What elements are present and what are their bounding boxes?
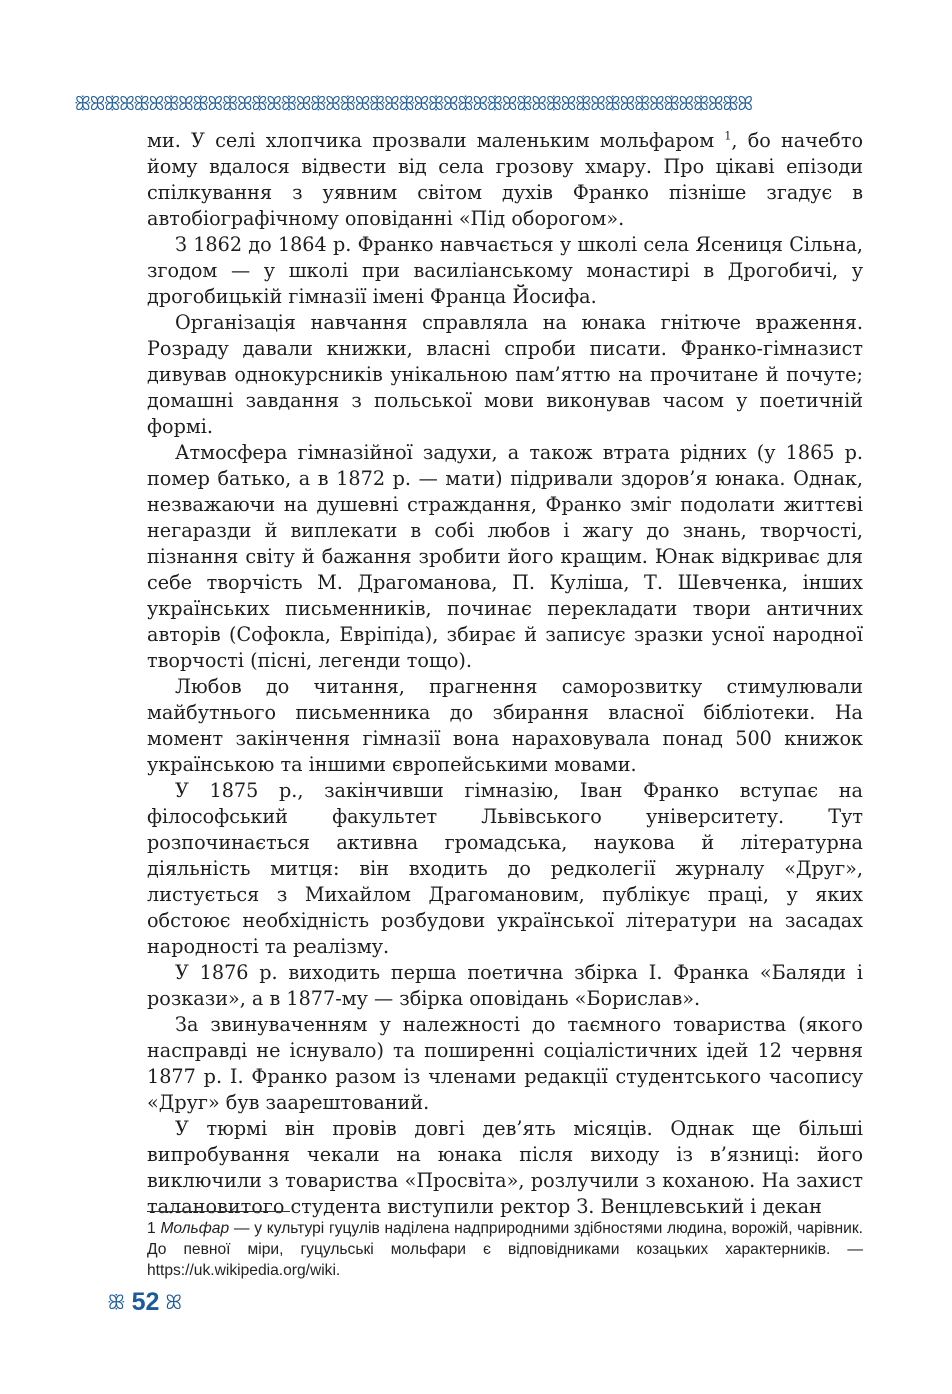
footnote-ref: 1: [724, 129, 732, 143]
page-number-block: [107, 1286, 182, 1318]
left-ornament-icon: ꕥ: [107, 1290, 126, 1314]
paragraph-9: У тюрмі він провів довгі дев’ять місяців. Однак ще більші випробування чекали на юнака після виходу із в’язниці: його виключили з товариства «Просвіта», розлучили з коханою. На захист талановитого студента виступили ректор З. Венцлевський і декан: [147, 1117, 863, 1218]
footnote-divider: [147, 1211, 290, 1212]
paragraph-4: Атмосфера гімназійної задухи, а також втрата рідних (у 1865 р. помер батько, а в 1872 р. — мати) підривали здоров’я юнака. Однак, незважаючи на душевні страждання, Франко зміг подолати життєві негаразди й виплекати в собі любов і жагу до знань, творчості, пізнання світу й бажання зробити його кращим. Юнак відкриває для себе творчість М. Драгоманова, П. Куліша, Т. Шевченка, інших українських письменників, починає перекладати твори античних авторів (Софокла, Евріпіда), збирає й записує зразки усної народної творчості (пісні, легенди тощо).: [147, 441, 863, 672]
paragraph-1-text: ми. У селі хлопчика прозвали маленьким мольфаром: [147, 129, 725, 152]
paragraph-1-text-end: , бо начебто йому вдалося відвести від села грозову хмару. Про цікаві епізоди спілкування з уявним світом духів Франко пізніше згадує в автобіографічному оповіданні «Під оборогом».: [147, 129, 863, 230]
main-text: [147, 128, 863, 1220]
paragraph-2: З 1862 до 1864 р. Франко навчається у школі села Ясениця Сільна, згодом — у школі при василіанському монастирі в Дрогобичі, у дрогобицькій гімназії імені Франца Йосифа.: [147, 233, 863, 308]
footnote-term: Мольфар: [160, 1220, 230, 1237]
paragraph-3: Організація навчання справляла на юнака гнітюче враження. Розраду давали книжки, власні спроби писати. Франко-гімназист дивував однокурсників унікальною пам’яттю на прочитане й почуте; домашні завдання з польської мови виконував часом у поетичній формі.: [147, 311, 863, 438]
paragraph-1: [147, 128, 863, 232]
footnote: [147, 1218, 863, 1281]
header-ornament: ꕥꕤꕥꕤꕥꕤꕥꕤꕥꕤꕥꕤꕥꕤꕥꕤꕥꕤꕥꕤꕥꕤꕥꕤꕥꕤꕥꕤꕥꕤꕥꕤꕥꕤꕥꕤꕥꕤꕥꕤꕥꕤꕥꕤꕥꕤ: [74, 93, 752, 115]
page-number: 52: [131, 1287, 160, 1316]
footnote-number: 1: [147, 1220, 156, 1237]
paragraph-8: За звинуваченням у належності до таємного товариства (якого насправді не існувало) та поширенні соціалістичних ідей 12 червня 1877 р. І. Франко разом із членами редакції студентського часопису «Друг» був заарештований.: [147, 1013, 863, 1114]
footnote-text: — у культурі гуцулів наділена надприродними здібностями людина, ворожій, чарівник. До певної міри, гуцульські мольфари є відповідниками козацьких характерників. — https://uk.wikipedia.org/wiki.: [147, 1220, 863, 1279]
paragraph-6: У 1875 р., закінчивши гімназію, Іван Франко вступає на філософський факультет Львівського університету. Тут розпочинається активна громадська, наукова й літературна діяльність митця: він входить до редколегії журналу «Друг», листується з Михайлом Драгомановим, публікує праці, у яких обстоює необхідність розбудови української літератури на засадах народності та реалізму.: [147, 779, 863, 958]
paragraph-5: Любов до читання, прагнення саморозвитку стимулювали майбутнього письменника до збирання власної бібліотеки. На момент закінчення гімназії вона нараховувала понад 500 книжок українською та іншими європейськими мовами.: [147, 675, 863, 776]
right-ornament-icon: ꕤ: [165, 1290, 183, 1314]
paragraph-7: У 1876 р. виходить перша поетична збірка І. Франка «Баляди і розкази», а в 1877-му — збірка оповідань «Борислав».: [147, 961, 863, 1010]
